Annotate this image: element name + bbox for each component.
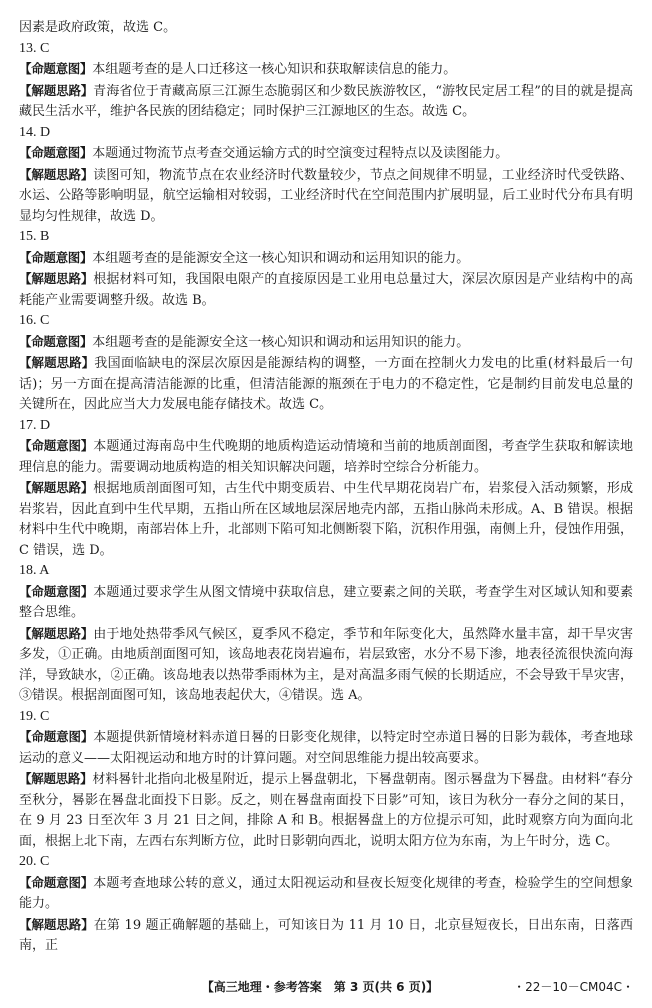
explanation-paragraph	[19, 165, 633, 228]
section-tag: 【命题意图】	[19, 145, 93, 160]
section-tag: 【命题意图】	[19, 61, 93, 76]
explanation-paragraph	[19, 478, 633, 561]
section-tag: 【命题意图】	[19, 249, 93, 265]
section-tag: 【命题意图】	[19, 874, 94, 890]
footer-page-info: 【高三地理・参考答案 第 3 页(共 6 页)】	[201, 980, 439, 994]
explanation-text: 我国面临缺电的深层次原因是能源结构的调整，一方面在控制火力发电的比重(材料最后一句话)；另一方面在提高清洁能源的比重，但清洁能源的瓶颈在于电力的不稳定性，它是制约目前发电总量的关键所在，因此应当大力发展电能存储技术。故选 C。	[19, 356, 634, 412]
explanation-text: 青海省位于青藏高原三江源生态脆弱区和少数民族游牧区，“游牧民定居工程”的目的就是提高藏民生活水平，维护各民族的团结稳定；同时保护三江源地区的生态。故选 C。	[19, 83, 634, 119]
section-tag: 【解题思路】	[19, 625, 94, 641]
explanation-paragraph	[19, 436, 633, 478]
section-tag: 【命题意图】	[19, 438, 94, 453]
explanation-paragraph	[19, 769, 633, 852]
section-tag: 【解题思路】	[19, 271, 94, 286]
explanation-text: 根据材料可知，我国限电限产的直接原因是工业用电总量过大，深层次原因是产业结构中的高耗能产业需要调整升级。故选 B。	[19, 272, 633, 308]
section-tag: 【解题思路】	[19, 916, 94, 932]
explanation-paragraph	[19, 248, 633, 270]
explanation-text: 读图可知，物流节点在农业经济时代数量较少，节点之间规律不明显，工业经济时代受铁路、水运、公路等影响明显，航空运输相对较弱，工业经济时代在空间范围内扩展明显，后工业时代分布具有明显均匀性规律，故选 D。	[19, 167, 633, 224]
question-number: 19. C	[19, 708, 50, 724]
section-tag: 【解题思路】	[19, 82, 94, 98]
explanation-text: 在第 19 题正确解题的基础上，可知该日为 11 月 10 日，北京昼短夜长，日出东南，日落西南，正	[19, 917, 633, 953]
explanation-paragraph	[19, 269, 633, 311]
question-number: 13. C	[19, 40, 50, 56]
question-number: 17. D	[19, 417, 51, 433]
explanation-paragraph	[19, 915, 633, 957]
section-tag: 【命题意图】	[19, 583, 94, 599]
section-tag: 【解题思路】	[19, 355, 95, 370]
page-footer	[0, 978, 652, 998]
explanation-paragraph	[19, 873, 633, 915]
explanation-text: 本组题考查的是能源安全这一核心知识和调动和运用知识的能力。	[92, 334, 470, 350]
explanation-text: 由于地处热带季风气候区，夏季风不稳定，季节和年际变化大，虽然降水量丰富，却干旱灾害多发，①正确。由地质剖面图可知，该岛地表花岗岩遍布，岩层致密，水分不易下渗，地表径流很快流向海洋，导致缺水，②正确。该岛地表以热带季雨林为主，是对高温多雨气候的长期适应，不会导致干旱灾害，③错误。根据剖面图可知，该岛地表起伏大，④错误。选 A。	[19, 626, 633, 703]
explanation-paragraph	[19, 59, 633, 81]
explanation-paragraph	[19, 353, 633, 416]
section-tag: 【命题意图】	[19, 729, 94, 744]
explanation-paragraph	[19, 624, 633, 707]
explanation-paragraph	[19, 727, 633, 769]
explanation-text: 本题通过海南岛中生代晚期的地质构造运动情境和当前的地质剖面图，考查学生获取和解读地理信息的能力。需要调动地质构造的相关知识解决问题，培养时空综合分析能力。	[19, 439, 633, 475]
answer-content	[19, 18, 633, 957]
section-tag: 【解题思路】	[19, 166, 94, 182]
question-number: 15. B	[19, 229, 50, 244]
explanation-text: 本组题考查的是人口迁移这一核心知识和获取解读信息的能力。	[92, 62, 457, 77]
section-tag: 【命题意图】	[19, 333, 93, 349]
question-number: 14. D	[19, 124, 51, 140]
explanation-text: 本题考查地球公转的意义，通过太阳视运动和昼夜长短变化规律的考查，检验学生的空间想象能力。	[19, 875, 633, 911]
explanation-paragraph	[19, 582, 633, 624]
explanation-text: 本题通过物流节点考查交通运输方式的时空演变过程特点以及读图能力。	[92, 146, 509, 161]
explanation-paragraph	[19, 81, 633, 123]
explanation-text: 根据地质剖面图可知，古生代中期变质岩、中生代早期花岗岩广布，岩浆侵入活动频繁，形成岩浆岩，因此直到中生代早期，五指山所在区域地层深居地壳内部，五指山脉尚未形成。A、B 错误。根据材料中生代中晚期，南部岩体上升，北部则下陷可知北侧断裂下陷，沉积作用强，南侧上升，侵蚀作用强，C 错误，选 D。	[19, 481, 633, 558]
question-number: 20. C	[19, 854, 50, 869]
section-tag: 【解题思路】	[19, 771, 93, 786]
question-number: 16. C	[19, 313, 50, 328]
footer-code: ・22－10－CM04C・	[513, 980, 634, 994]
explanation-text: 材料晷针北指向北极星附近，提示上晷盘朝北，下晷盘朝南。图示晷盘为下晷盘。由材料“春分至秋分，晷影在晷盘北面投下日影。反之，则在晷盘南面投下日影”可知，该日为秋分一春分之间的某日，在 9 月 23 日至次年 3 月 21 日之间，排除 A 和 B。根据晷盘上的方位提示可知，此时观察方向为面向北面，根据上北下南，左西右东判断方位，此时日影朝向西北，说明太阳方位为东南，为上午时分，选 C。	[19, 772, 634, 849]
question-number: 18. A	[19, 563, 50, 578]
explanation-text: 本题通过要求学生从图文情境中获取信息，建立要素之间的关联，考查学生对区域认知和要素整合思维。	[19, 584, 633, 620]
explanation-paragraph	[19, 143, 633, 165]
explanation-text: 本题提供新情境材料赤道日晷的日影变化规律，以特定时空赤道日晷的日影为载体，考查地球运动的意义——太阳视运动和地方时的计算问题。对空间思维能力提出较高要求。	[19, 730, 633, 766]
section-tag: 【解题思路】	[19, 480, 94, 495]
continuation-text: 因素是政府政策，故选 C。	[19, 20, 177, 35]
explanation-text: 本组题考查的是能源安全这一核心知识和调动和运用知识的能力。	[92, 250, 470, 266]
explanation-paragraph	[19, 332, 633, 354]
